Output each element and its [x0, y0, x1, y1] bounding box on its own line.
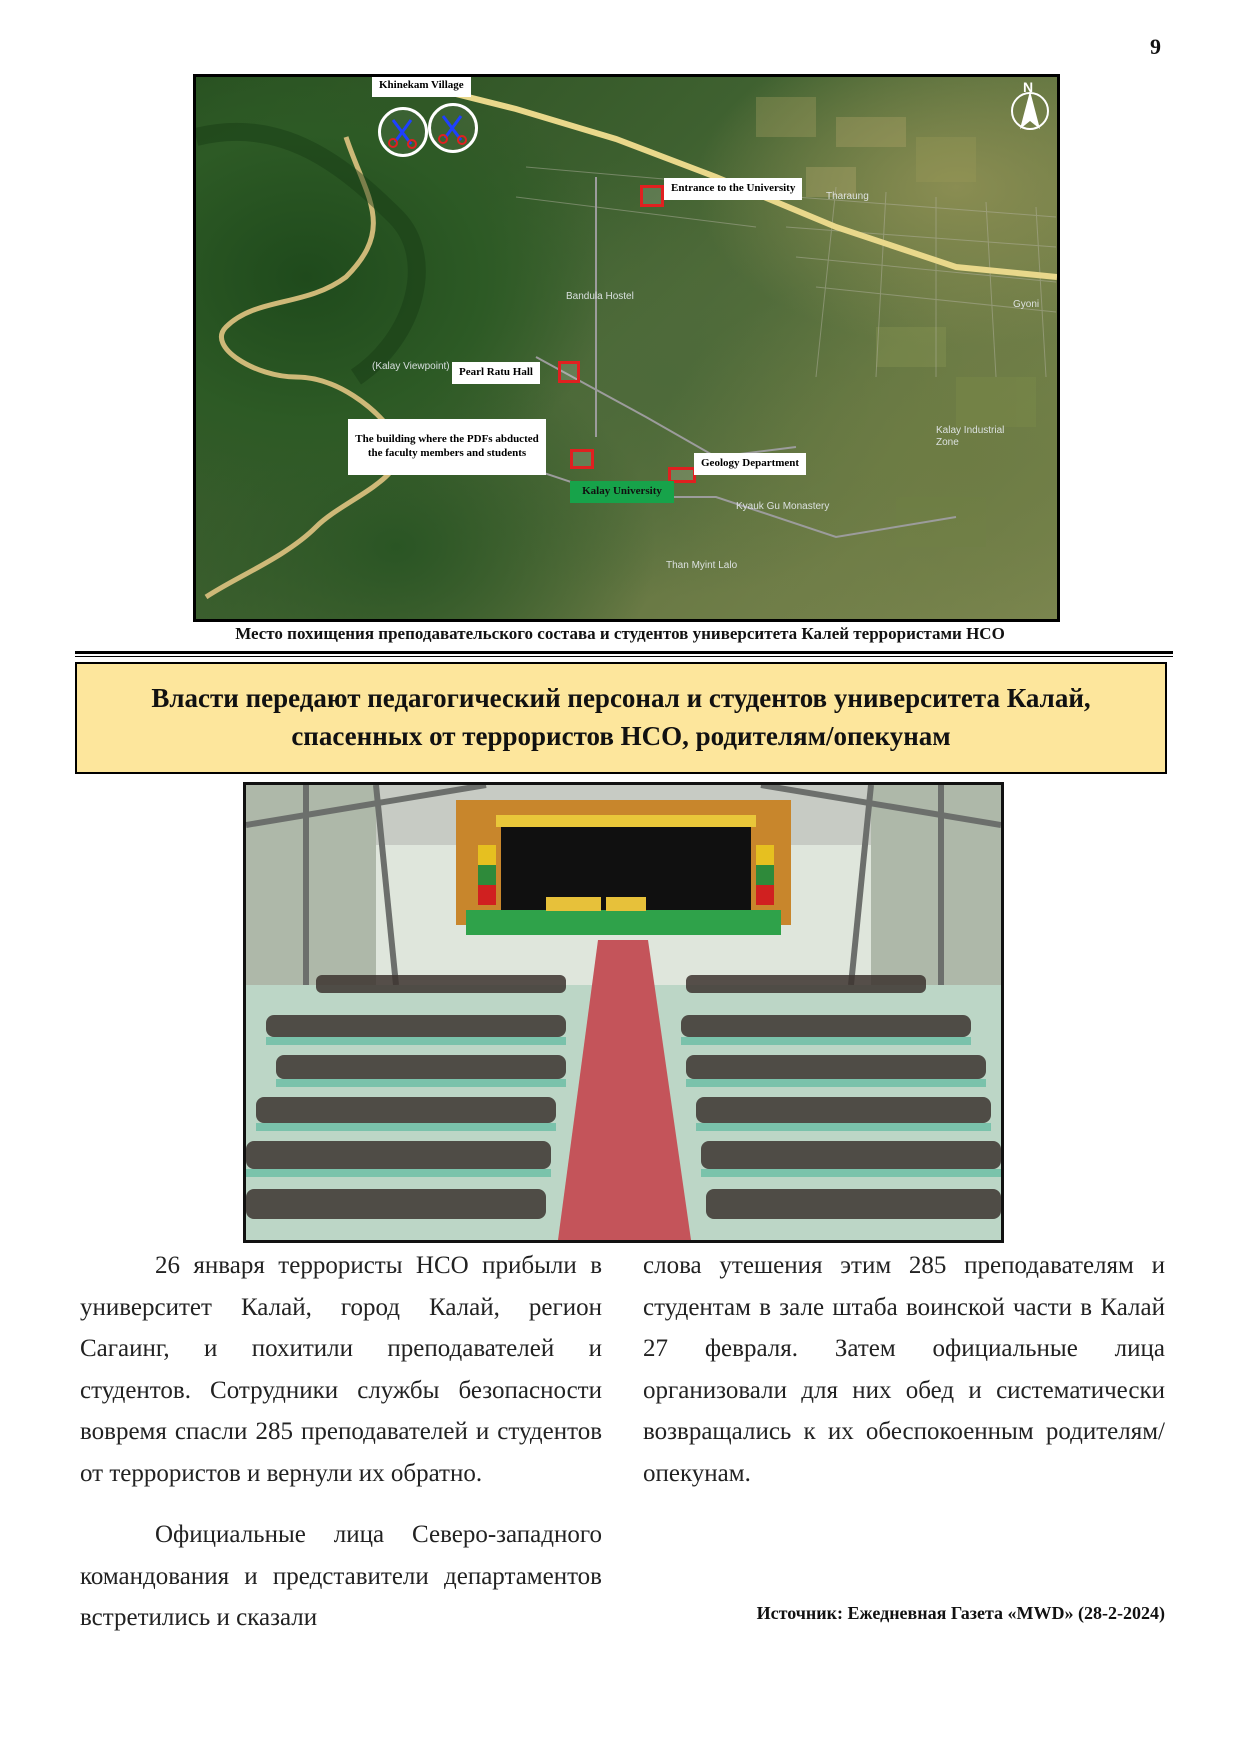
monastery-place: Kyauk Gu Monastery [736, 501, 830, 512]
ridge-shade [196, 132, 417, 377]
map-roads [196, 77, 1057, 619]
pearl-ratu-label: Pearl Ratu Hall [452, 362, 540, 384]
bandula-hostel-place: Bandula Hostel [566, 291, 634, 302]
article-paragraph: Официальные лица Северо-западного командования и представители департаментов встретились и сказали [80, 1521, 602, 1631]
divider-thick [75, 651, 1173, 654]
industrial-zone-place: Kalay Industrial Zone [936, 425, 1005, 448]
article-column-left [80, 1245, 602, 1639]
divider-thin [75, 656, 1173, 657]
entrance-label: Entrance to the University [664, 178, 802, 200]
pearl-ratu-marker [558, 361, 580, 383]
abduction-building-label: The building where the PDFs abducted the faculty members and students [348, 419, 546, 475]
source-credit: Источник: Ежедневная Газета «MWD» (28-2-2024) [756, 1603, 1165, 1623]
headline: Власти передают педагогический персонал и студентов университета Калай, спасенных от террористов НСО, родителям/опекунам [75, 662, 1167, 774]
article-paragraph: слова утешения этим 285 преподавателям и студентам в зале штаба воинской части в Калай 27 февраля. Затем официальные лица организовали для них обед и систематически возвращались к их обеспокоенным родителям/опекунам. [643, 1252, 1165, 1487]
khinekam-village-label: Khinekam Village [372, 75, 471, 97]
gyoni-place: Gyoni [1013, 299, 1040, 310]
entrance-marker [640, 185, 664, 207]
hall-illustration [246, 785, 1001, 1240]
kalay-viewpoint-place: (Kalay Viewpoint) [372, 361, 450, 372]
abduction-scissors-icon [428, 103, 478, 153]
tharaung-place: Tharaung [826, 191, 869, 202]
article-column-right [643, 1245, 1165, 1494]
map-image [193, 74, 1060, 622]
abduction-scissors-icon [378, 107, 428, 157]
north-arrow-icon [1008, 79, 1052, 137]
farmland-patches [756, 97, 1036, 547]
kalay-university-label: Kalay University [570, 481, 674, 503]
than-myint-place: Than Myint Lalo [666, 560, 738, 571]
hall-photo [243, 782, 1004, 1243]
article-paragraph: 26 января террористы НСО прибыли в университет Калай, город Калай, регион Сагаинг, и похитили преподавателей и студентов. Сотрудники службы безопасности вовремя спасли 285 преподавателей и студентов от террористов и вернули их обратно. [80, 1252, 602, 1487]
page-number: 9 [1150, 34, 1161, 59]
geology-label: Geology Department [694, 453, 806, 475]
map-caption: Место похищения преподавательского состава и студентов университета Калей террористами НСО [235, 624, 1005, 643]
abduction-building-marker [570, 449, 594, 469]
north-letter: N [1023, 79, 1034, 95]
